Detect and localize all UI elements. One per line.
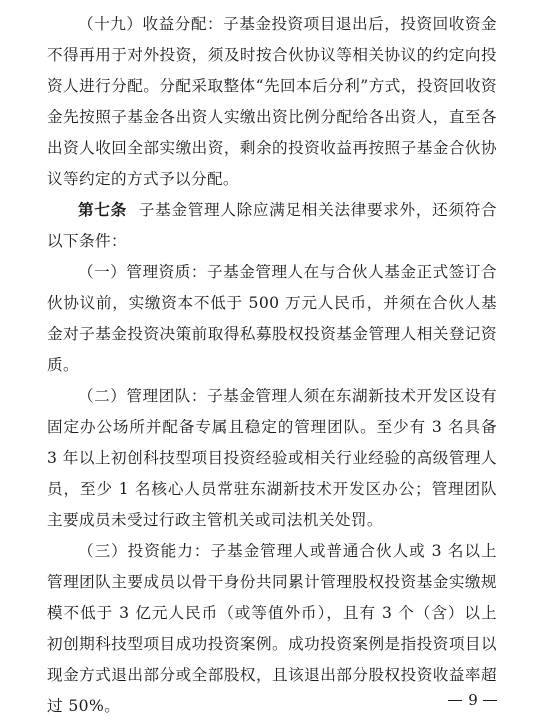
paragraph-management-qualification: （一）管理资质：子基金管理人在与合伙人基金正式签订合伙协议前，实缴资本不低于 500 万元人民币，并须在合伙人基金对子基金投资决策前取得私募股权投资基金管理人相关登记资质。 [47,263,497,374]
paragraph-investment-capability: （三）投资能力：子基金管理人或普通合伙人或 3 名以上管理团队主要成员以骨干身份共同累计管理股权投资基金实缴规模不低于 3 亿元人民币（或等值外币），且有 3 个（含）以上初创期科技型项目成功投资案例。成功投资案例是指投资项目以现金方式退出部分或全部股权，且该退出部分股权投资收益率超过 50%。 [47,542,497,715]
article-text: 子基金管理人除应满足相关法律要求外，还须符合以下条件： [47,201,497,250]
footer-dash-right [483,700,497,701]
paragraph-income-distribution: （十九）收益分配：子基金投资项目退出后，投资回收资金不得再用于对外投资，须及时按合伙协议等相关协议的约定向投资人进行分配。分配采取整体“先回本后分利”方式，投资回收资金先按照子基金各出资人实缴出资比例分配给各出资人，直至各出资人收回全部实缴出资，剩余的投资收益再按照子基金合伙协议等约定的方式予以分配。 [47,15,497,188]
page-number: 9 [468,691,478,709]
article-heading: 第七条 [78,201,127,219]
page-footer [0,690,539,710]
paragraph-article-seven [47,195,497,257]
paragraph-management-team: （二）管理团队：子基金管理人须在东湖新技术开发区设有固定办公场所并配备专属且稳定的管理团队。至少有 3 名具备 3 年以上初创科技型项目投资经验或相关行业经验的高级管理人员，至少 1 名核心人员常驻东湖新技术开发区办公；管理团队主要成员未受过行政主管机关或司法机关处罚。 [47,387,497,529]
document-body [47,9,497,722]
footer-dash-left [448,700,462,701]
